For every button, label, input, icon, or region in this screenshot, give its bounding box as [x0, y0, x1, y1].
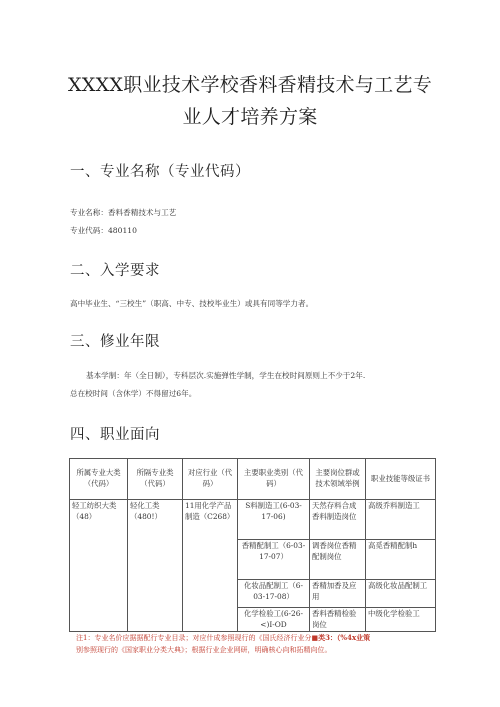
header-sub-class: 所隔专业类（代码） [128, 459, 183, 500]
cell-occupation: 香精配制工（6-03-17-07） [238, 540, 310, 580]
footnote-line-1-marker: ■类3：（%4x业策 [311, 633, 371, 642]
section-heading-career: 四、职业面向 [70, 427, 160, 443]
career-table [69, 458, 436, 632]
cell-positions: 香精加香及应用 [310, 580, 366, 608]
footnote-line-1-text: 注1：专业名价应据据配行专业目录；对应什成参照现行的《国氏经济行业分 [76, 634, 312, 642]
major-name-line: 专业名称：香料香精技术与工艺 [70, 208, 177, 217]
duration-line-2: 总在校时间（含休学）不得留过6年。 [70, 389, 197, 398]
header-occupation: 主要职业类别（代码） [238, 459, 310, 500]
cell-occupation: 化学检验工(6-26-<)I-OD [238, 608, 310, 632]
table-footnote [76, 632, 436, 657]
cell-positions: 调香岗位香精配制岗位 [310, 540, 366, 580]
duration-line-1: 基本学制：年（全日制），专科层次.实施弹性学制，学生在校时间原则上不少于2年. [86, 371, 366, 380]
header-positions: 主要岗位群或技术领域举例 [310, 459, 366, 500]
major-code-line: 专业代码：480110 [70, 226, 137, 235]
table-header-row [70, 459, 436, 500]
cell-occupation: 化妆品配制工（6-03-17-08） [238, 580, 310, 608]
header-certificate: 职业技能等级证书 [366, 459, 436, 500]
cell-occupation: S料制造工(6-03-17-06) [238, 500, 310, 540]
cell-certificate: 中级化学检验工 [366, 608, 436, 632]
footnote-line-2: 别参照现行的《国家职业分类大典》；根据行业企业网研，明确核心向和拓精向位。 [76, 645, 332, 654]
cell-sub-class: 轻化工类（480!） [128, 500, 183, 632]
admission-line: 高中毕业生、“三校生”（职高、中专、技校毕业生）或具有同等学力者。 [70, 299, 314, 308]
section-heading-admission: 二、入学要求 [70, 263, 160, 279]
section-heading-major-name: 一、专业名称（专业代码） [70, 164, 250, 180]
cell-major-class: 轻工纺织大类（48） [70, 500, 128, 632]
title-line-1: XXXX职业技术学校香料香精技术与工艺专 [67, 74, 433, 96]
header-industry: 对应行业（代码） [183, 459, 238, 500]
cell-certificate: 高级乔料制造工 [366, 500, 436, 540]
table-row [70, 500, 436, 540]
cell-certificate: 高级化妆品配制工 [366, 580, 436, 608]
cell-industry: 11用化学产品制造（C268） [183, 500, 238, 632]
cell-positions: 天然存料合成香料制造岗位 [310, 500, 366, 540]
footnote-line-1 [76, 632, 436, 645]
cell-positions: 香料香精检验岗位 [310, 608, 366, 632]
header-major-class: 所属专业大类（代码） [70, 459, 128, 500]
title-line-2: 业人才培养方案 [182, 106, 318, 128]
cell-certificate: 高觅香精配制h [366, 540, 436, 580]
section-heading-duration: 三、修业年限 [70, 334, 160, 350]
